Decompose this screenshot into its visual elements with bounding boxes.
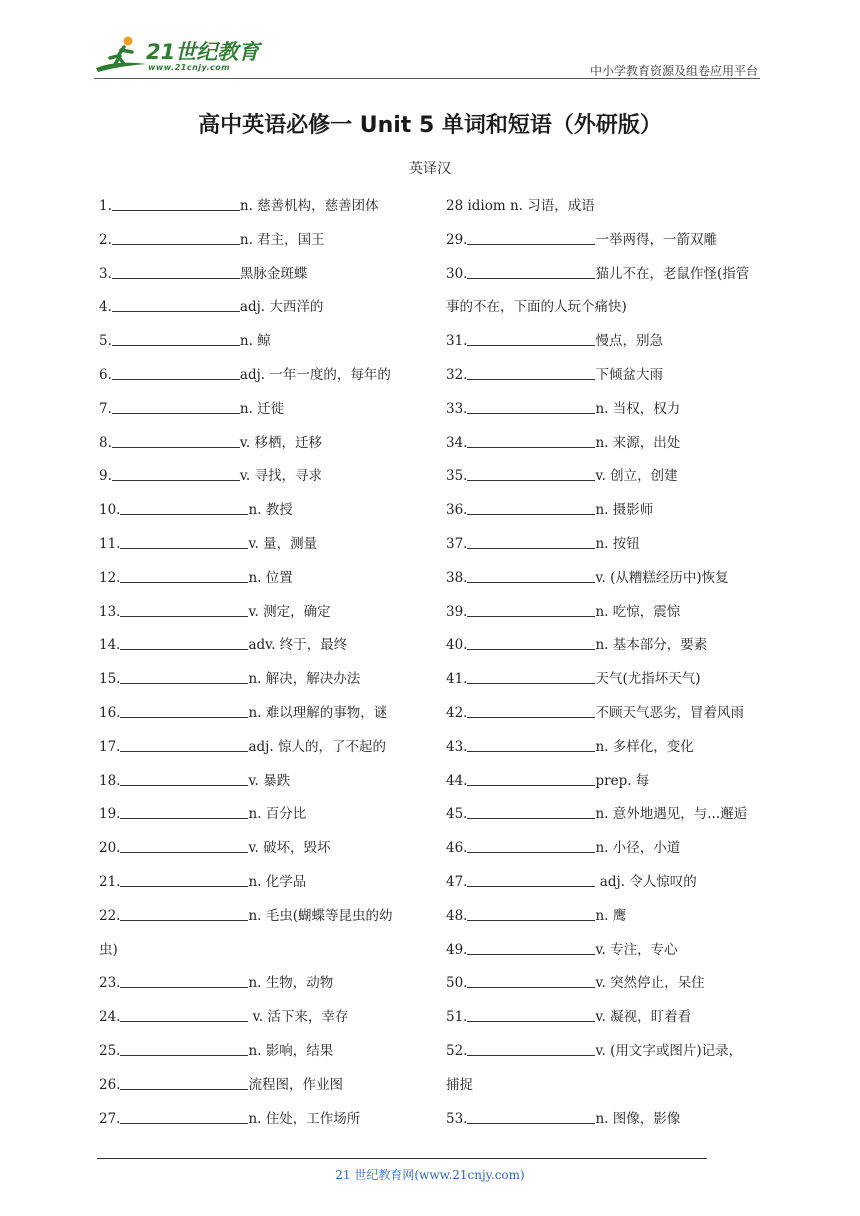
item-number: 20. (99, 840, 121, 857)
vocab-item (446, 868, 766, 902)
answer-blank[interactable] (120, 769, 248, 786)
footer-link[interactable]: 21 世纪教育网(www.21cnjy.com) (335, 1168, 525, 1182)
item-definition: v. 创立，创建 (595, 468, 678, 485)
answer-blank[interactable] (120, 1005, 248, 1022)
vocab-item (99, 429, 419, 463)
item-definition: n. 基本部分，要素 (595, 637, 708, 654)
vocab-item (446, 1071, 766, 1105)
answer-blank[interactable] (467, 667, 595, 684)
answer-blank[interactable] (112, 262, 240, 279)
vocab-item (99, 361, 419, 395)
item-number: 39. (446, 603, 468, 620)
item-number: 13. (99, 603, 121, 620)
item-number: 31. (446, 333, 468, 350)
item-definition: n. 按钮 (595, 535, 640, 552)
answer-blank[interactable] (467, 1039, 595, 1056)
item-number: 42. (446, 704, 468, 721)
item-number: 46. (446, 840, 468, 857)
item-number: 45. (446, 806, 468, 823)
answer-blank[interactable] (467, 735, 595, 752)
vocab-item (446, 598, 766, 632)
item-definition: n. 住处，工作场所 (248, 1110, 361, 1127)
vocab-item (99, 1003, 419, 1037)
answer-blank[interactable] (112, 397, 240, 414)
item-definition: v. (从糟糕经历中)恢复 (595, 569, 729, 586)
item-number: 30. (446, 265, 468, 282)
item-number: 2. (99, 231, 112, 248)
answer-blank[interactable] (112, 194, 240, 211)
vocab-item (446, 192, 766, 226)
item-definition: n. 慈善机构，慈善团体 (239, 198, 379, 214)
vocab-item (446, 1003, 766, 1037)
item-definition: 下倾盆大雨 (595, 366, 663, 383)
item-number: 34. (446, 434, 468, 451)
item-number: 19. (99, 806, 121, 823)
item-definition: v. 测定，确定 (248, 603, 331, 620)
vocab-item (446, 327, 766, 361)
vocab-item (446, 462, 766, 496)
item-definition: n. 生物，动物 (248, 975, 334, 992)
item-number: 17. (99, 738, 121, 755)
item-number: 12. (99, 569, 121, 586)
item-definition: n. 君主，国王 (239, 231, 325, 248)
site-logo[interactable] (94, 34, 264, 74)
item-definition: n. 毛虫(蝴蝶等昆虫的幼 (248, 907, 393, 924)
vocab-item (446, 260, 766, 294)
item-number: 36. (446, 502, 468, 519)
item-definition: adj. 惊人的，了不起的 (248, 738, 386, 755)
answer-blank[interactable] (120, 1073, 248, 1090)
item-definition: n. 解决，解决办法 (248, 671, 361, 688)
item-number: 18. (99, 772, 121, 789)
header-divider (94, 78, 760, 79)
item-definition: adv. 终于，最终 (248, 637, 348, 654)
answer-blank[interactable] (467, 701, 595, 718)
item-definition: n. 鹰 (595, 907, 627, 924)
item-number: 1. (99, 198, 112, 214)
vocab-item (446, 665, 766, 699)
right-column (446, 192, 766, 1138)
vocab-item (99, 665, 419, 699)
item-number: 50. (446, 975, 468, 992)
vocab-item (446, 1105, 766, 1139)
item-number: 10. (99, 502, 121, 519)
vocab-item (446, 902, 766, 936)
vocab-item (99, 496, 419, 530)
answer-blank[interactable] (120, 633, 248, 650)
item-definition: v. 寻找，寻求 (239, 468, 322, 485)
answer-blank[interactable] (467, 870, 595, 887)
answer-blank[interactable] (112, 464, 240, 481)
answer-blank[interactable] (467, 971, 595, 988)
item-number: 26. (99, 1076, 121, 1093)
item-definition: v. 暴跌 (248, 772, 291, 789)
vocab-item (446, 936, 766, 970)
footer-divider (97, 1158, 707, 1159)
answer-blank[interactable] (120, 498, 248, 515)
item-number: 4. (99, 299, 112, 316)
item-number: 14. (99, 637, 121, 654)
item-definition: n. 吃惊，震惊 (595, 603, 681, 620)
item-definition: v. 移栖，迁移 (239, 434, 322, 451)
answer-blank[interactable] (120, 735, 248, 752)
answer-blank[interactable] (120, 802, 248, 819)
item-definition: v. 凝视，盯着看 (595, 1009, 692, 1026)
item-number: 35. (446, 468, 468, 485)
vocab-item (99, 564, 419, 598)
item-number: 5. (99, 333, 112, 350)
runner-icon (94, 34, 150, 76)
page-header (94, 30, 760, 80)
item-number: 43. (446, 738, 468, 755)
vocab-item (99, 530, 419, 564)
item-definition: adj. 令人惊叹的 (595, 873, 697, 890)
answer-blank[interactable] (467, 329, 595, 346)
vocab-item (99, 1037, 419, 1071)
item-number: 21. (99, 873, 121, 890)
item-number: 23. (99, 975, 121, 992)
vocab-item (99, 1071, 419, 1105)
answer-blank[interactable] (467, 802, 595, 819)
item-number: 51. (446, 1009, 468, 1026)
item-definition: n. 来源，出处 (595, 434, 681, 451)
logo-url: www.21cnjy.com (148, 63, 231, 72)
item-number: 49. (446, 941, 468, 958)
vocab-item (446, 969, 766, 1003)
item-definition: n. 图像，影像 (595, 1110, 681, 1127)
item-definition: 捕捉 (446, 1076, 473, 1093)
vocab-item (446, 800, 766, 834)
answer-blank[interactable] (467, 633, 595, 650)
vocab-item (446, 530, 766, 564)
item-number: 32. (446, 366, 468, 383)
vocab-item (99, 1105, 419, 1139)
answer-blank[interactable] (120, 904, 248, 921)
item-number: 6. (99, 366, 112, 383)
vocab-item (99, 631, 419, 665)
item-definition: 黑脉金斑蝶 (239, 265, 308, 282)
item-number: 7. (99, 400, 112, 417)
item-definition: n. 摄影师 (595, 502, 654, 519)
item-definition: n. 意外地遇见，与...邂逅 (595, 806, 748, 823)
section-subtitle: 英译汉 (409, 161, 451, 177)
item-definition: 不顾天气恶劣，冒着风雨 (595, 704, 744, 721)
vocab-item (446, 395, 766, 429)
item-number: 41. (446, 671, 468, 688)
vocab-item (446, 564, 766, 598)
vocab-item (99, 767, 419, 801)
answer-blank[interactable] (467, 228, 595, 245)
vocab-item (99, 834, 419, 868)
answer-blank[interactable] (467, 532, 595, 549)
answer-blank[interactable] (120, 701, 248, 718)
vocab-item (446, 733, 766, 767)
item-number: 8. (99, 434, 112, 451)
item-definition: n. 迁徙 (239, 400, 285, 417)
item-number: 25. (99, 1042, 121, 1059)
item-definition: adj. 一年一度的，每年的 (239, 366, 391, 383)
item-definition: v. (用文字或图片)记录， (595, 1042, 743, 1059)
item-definition: n. 鲸 (239, 333, 271, 350)
item-number: 52. (446, 1042, 468, 1059)
item-definition: 一举两得，一箭双雕 (595, 231, 717, 248)
vocab-item (446, 429, 766, 463)
answer-blank[interactable] (467, 363, 595, 380)
answer-blank[interactable] (467, 431, 595, 448)
item-number: 47. (446, 873, 468, 890)
page-title: 高中英语必修一 Unit 5 单词和短语（外研版） (198, 113, 662, 138)
item-definition: adj. 大西洋的 (239, 299, 324, 316)
vocab-item (99, 293, 419, 327)
item-number: 44. (446, 772, 468, 789)
answer-blank[interactable] (112, 228, 240, 245)
vocab-item (99, 699, 419, 733)
vocab-item (99, 733, 419, 767)
left-column (99, 192, 419, 1138)
item-number: 40. (446, 637, 468, 654)
item-definition: 天气(尤指坏天气) (595, 671, 701, 688)
answer-blank[interactable] (467, 1005, 595, 1022)
answer-blank[interactable] (467, 904, 595, 921)
vocab-item (99, 260, 419, 294)
item-definition: n. 位置 (248, 569, 293, 586)
answer-blank[interactable] (467, 498, 595, 515)
item-definition: v. 量，测量 (248, 535, 318, 552)
answer-blank[interactable] (120, 870, 248, 887)
logo-wordmark: 21世纪教育 (146, 40, 260, 64)
vocab-item (99, 868, 419, 902)
item-definition: prep. 每 (595, 772, 650, 789)
item-number: 48. (446, 907, 468, 924)
answer-blank[interactable] (120, 1107, 248, 1124)
item-number: 22. (99, 907, 121, 924)
vocab-item (446, 767, 766, 801)
item-number: 3. (99, 265, 112, 282)
vocab-item (446, 631, 766, 665)
answer-blank[interactable] (112, 363, 240, 380)
vocab-item (446, 496, 766, 530)
answer-blank[interactable] (467, 262, 595, 279)
item-number: 9. (99, 468, 112, 485)
vocab-item (99, 936, 419, 970)
item-definition: v. 破坏，毁坏 (248, 840, 331, 857)
vocab-item (446, 293, 766, 327)
item-definition: n. 多样化，变化 (595, 738, 694, 755)
item-definition: n. 百分比 (248, 806, 307, 823)
item-definition: v. 活下来，幸存 (248, 1009, 349, 1026)
answer-blank[interactable] (112, 295, 240, 312)
item-definition: n. 教授 (248, 502, 293, 519)
vocab-item (99, 969, 419, 1003)
vocab-item (446, 361, 766, 395)
item-number: 16. (99, 704, 121, 721)
answer-blank[interactable] (120, 1039, 248, 1056)
platform-name: 中小学教育资源及组卷应用平台 (589, 64, 758, 78)
answer-blank[interactable] (467, 600, 595, 617)
answer-blank[interactable] (467, 938, 595, 955)
item-definition: 慢点，别急 (595, 333, 663, 350)
vocab-item (99, 395, 419, 429)
vocab-item (446, 226, 766, 260)
item-definition: n. 当权，权力 (595, 400, 681, 417)
item-number: 11. (99, 535, 121, 552)
vocab-item (99, 800, 419, 834)
answer-blank[interactable] (120, 971, 248, 988)
item-number: 24. (99, 1009, 121, 1026)
item-number: 15. (99, 671, 121, 688)
vocab-item (99, 327, 419, 361)
answer-blank[interactable] (467, 769, 595, 786)
item-definition: n. 化学品 (248, 873, 307, 890)
item-definition: 猫儿不在，老鼠作怪(指管 (595, 265, 750, 282)
answer-blank[interactable] (120, 532, 248, 549)
vocab-item (99, 902, 419, 936)
answer-blank[interactable] (467, 836, 595, 853)
vocab-item (446, 834, 766, 868)
answer-blank[interactable] (112, 329, 240, 346)
answer-blank[interactable] (112, 431, 240, 448)
item-number: 27. (99, 1110, 121, 1127)
vocab-item (99, 598, 419, 632)
item-definition: n. 难以理解的事物，谜 (248, 704, 388, 721)
item-number: 33. (446, 400, 468, 417)
item-definition: 28 idiom n. 习语，成语 (446, 198, 595, 214)
answer-blank[interactable] (120, 600, 248, 617)
item-definition: n. 小径，小道 (595, 840, 681, 857)
item-definition: 事的不在，下面的人玩个痛快) (446, 299, 627, 316)
item-definition: v. 专注，专心 (595, 941, 678, 958)
vocab-item (446, 1037, 766, 1071)
item-number: 53. (446, 1110, 468, 1127)
answer-blank[interactable] (467, 566, 595, 583)
item-definition: n. 影响，结果 (248, 1042, 334, 1059)
answer-blank[interactable] (120, 667, 248, 684)
answer-blank[interactable] (467, 464, 595, 481)
item-definition: 流程图，作业图 (248, 1076, 343, 1093)
vocab-item (99, 192, 419, 226)
answer-blank[interactable] (120, 566, 248, 583)
item-number: 38. (446, 569, 468, 586)
item-number: 37. (446, 535, 468, 552)
item-definition: 虫) (99, 941, 118, 958)
answer-blank[interactable] (467, 1107, 595, 1124)
answer-blank[interactable] (467, 397, 595, 414)
item-number: 29. (446, 231, 468, 248)
item-definition: v. 突然停止，呆住 (595, 975, 705, 992)
answer-blank[interactable] (120, 836, 248, 853)
vocab-item (99, 226, 419, 260)
vocab-item (446, 699, 766, 733)
vocab-item (99, 462, 419, 496)
